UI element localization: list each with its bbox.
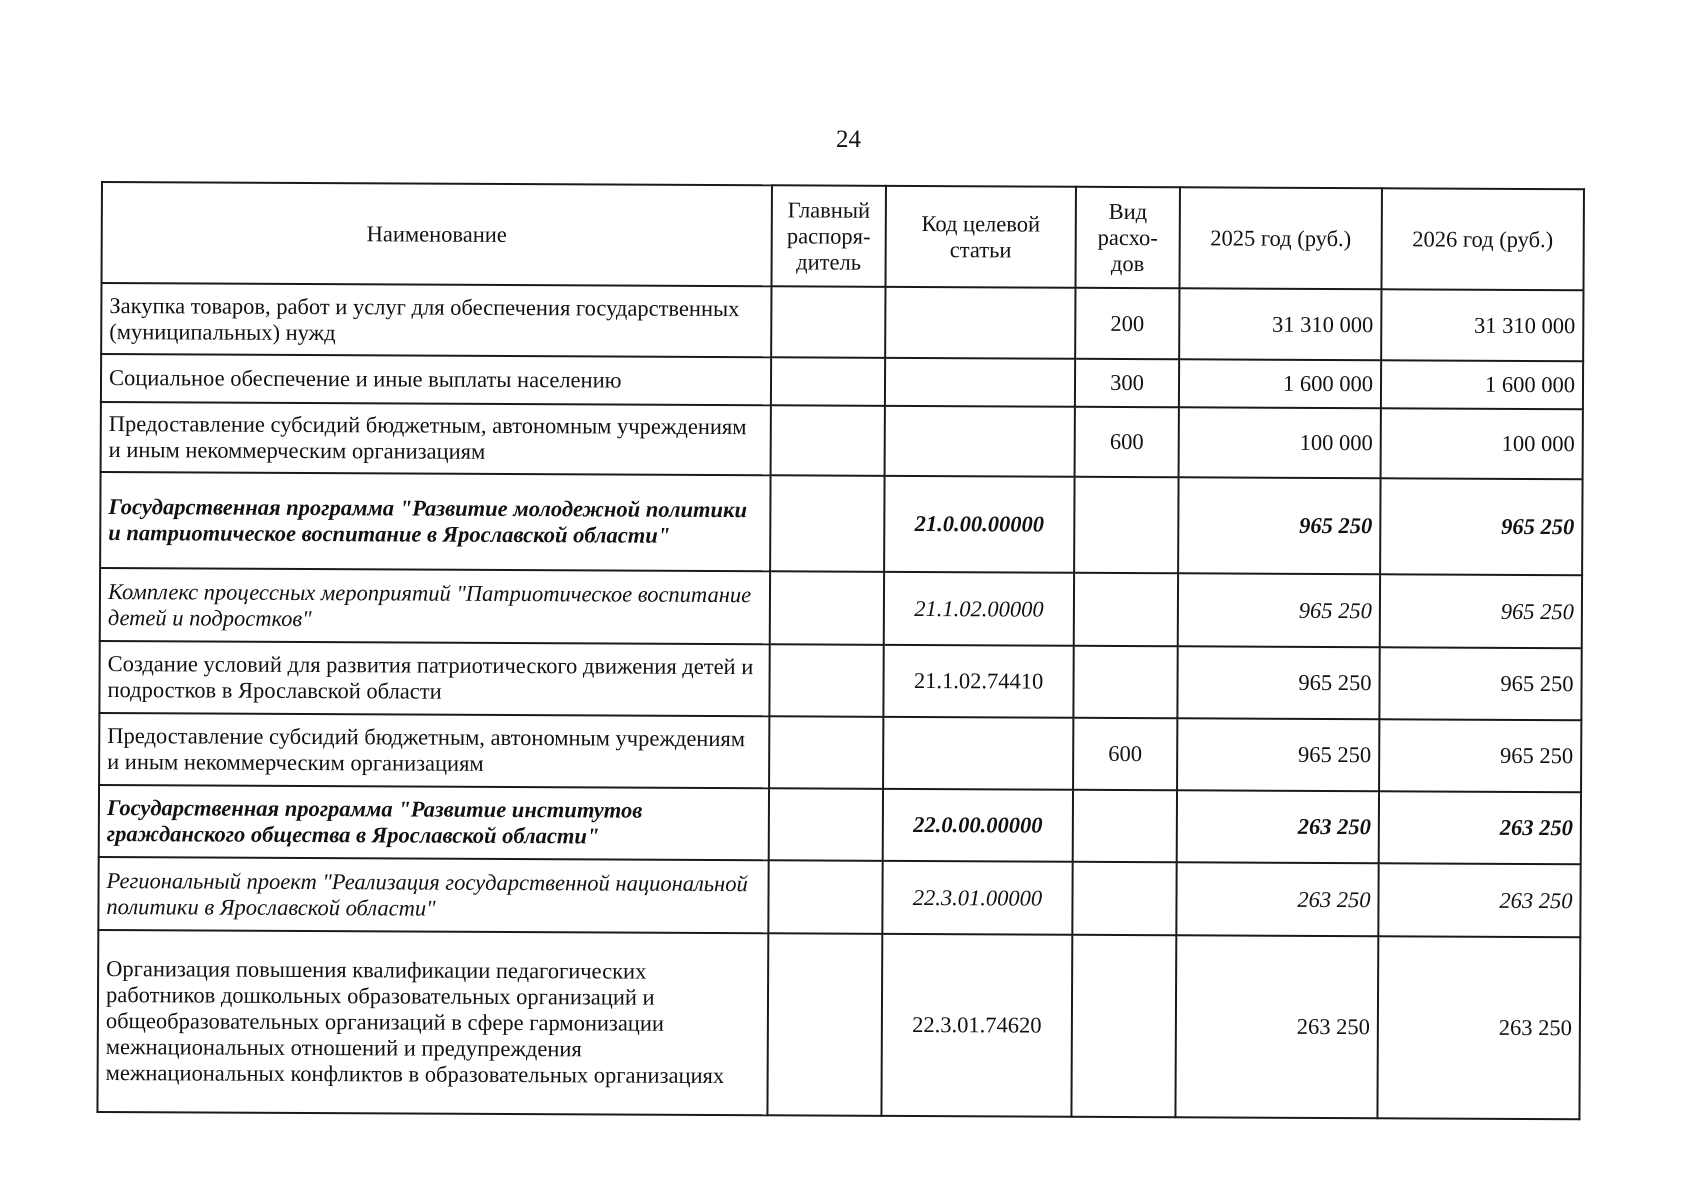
row-2026: 263 250 [1378, 863, 1580, 937]
header-2025: 2025 год (руб.) [1179, 187, 1381, 289]
header-manager: Главный распоря-дитель [771, 185, 885, 287]
row-2026: 1 600 000 [1381, 360, 1583, 409]
row-kind: 600 [1075, 407, 1179, 478]
row-kind: 600 [1073, 718, 1177, 791]
row-2026: 965 250 [1379, 647, 1581, 720]
row-2025: 263 250 [1175, 935, 1378, 1118]
row-manager [771, 405, 885, 476]
row-code [885, 358, 1075, 407]
page-number: 24 [836, 126, 861, 153]
row-2025: 31 310 000 [1179, 288, 1381, 360]
row-name: Предоставление субсидий бюджетным, автономным учреждениям и иным некоммерческим организациям [101, 402, 771, 475]
table-row [97, 930, 1580, 1119]
header-2026: 2026 год (руб.) [1381, 188, 1583, 290]
table-row [99, 785, 1581, 864]
row-2025: 965 250 [1178, 477, 1380, 574]
row-manager [770, 475, 884, 572]
row-2025: 965 250 [1178, 573, 1380, 647]
table-row [100, 472, 1582, 575]
row-code: 22.0.00.00000 [883, 789, 1073, 862]
row-code: 21.1.02.00000 [884, 572, 1074, 646]
row-2026: 100 000 [1381, 408, 1583, 479]
row-manager [768, 860, 882, 934]
row-2025: 100 000 [1179, 407, 1381, 478]
row-code [885, 406, 1075, 477]
row-code: 21.1.02.74410 [883, 645, 1073, 718]
row-name: Создание условий для развития патриотического движения детей и подростков в Ярославской области [99, 641, 769, 716]
row-kind [1073, 646, 1177, 719]
row-2026: 263 250 [1377, 936, 1580, 1119]
row-code [885, 287, 1075, 359]
budget-table [96, 181, 1585, 1120]
row-manager [769, 788, 883, 861]
row-2026: 31 310 000 [1381, 289, 1583, 361]
row-code: 22.3.01.74620 [881, 934, 1072, 1117]
table-row [98, 857, 1580, 937]
row-manager [770, 571, 884, 645]
row-kind [1073, 790, 1177, 863]
row-2025: 263 250 [1176, 862, 1378, 936]
row-code [883, 717, 1073, 790]
row-manager [771, 357, 885, 406]
row-2025: 965 250 [1177, 718, 1379, 791]
row-2026: 965 250 [1379, 719, 1581, 792]
row-kind [1074, 477, 1178, 574]
row-name: Социальное обеспечение и иные выплаты населению [101, 354, 771, 405]
row-name: Закупка товаров, работ и услуг для обеспечения государственных (муниципальных) нужд [101, 283, 771, 357]
table-row [99, 713, 1581, 792]
row-name: Комплекс процессных мероприятий "Патриотическое воспитание детей и подростков" [100, 568, 770, 644]
row-2025: 263 250 [1177, 790, 1379, 863]
header-kind: Вид расхо-дов [1075, 187, 1179, 289]
row-2026: 965 250 [1380, 478, 1582, 575]
row-manager [771, 286, 885, 358]
row-2025: 965 250 [1177, 646, 1379, 719]
row-code: 22.3.01.00000 [882, 861, 1072, 935]
row-manager [769, 644, 883, 717]
table-row [101, 283, 1583, 361]
row-kind [1074, 573, 1178, 647]
table-row [99, 641, 1581, 720]
row-code: 21.0.00.00000 [884, 476, 1074, 573]
table-row [101, 402, 1583, 479]
row-kind [1072, 862, 1176, 936]
row-name: Государственная программа "Развитие молодежной политики и патриотическое воспитание в Ярославской области" [100, 472, 770, 571]
row-kind: 300 [1075, 359, 1179, 408]
row-kind [1071, 935, 1176, 1118]
table-header-row [102, 182, 1584, 290]
row-name: Предоставление субсидий бюджетным, автономным учреждениям и иным некоммерческим организациям [99, 713, 769, 788]
table-row [101, 354, 1583, 409]
row-name: Организация повышения квалификации педагогических работников дошкольных образовательных организаций и общеобразовательных организаций в сфере гармонизации межнациональных отношений и предупреждения межнациональных конфликтов в образовательных организациях [97, 930, 768, 1115]
row-name: Региональный проект "Реализация государственной национальной политики в Ярославской области" [98, 857, 768, 933]
header-name: Наименование [102, 182, 772, 286]
row-2025: 1 600 000 [1179, 359, 1381, 408]
row-2026: 263 250 [1379, 791, 1581, 864]
row-manager [767, 933, 882, 1116]
header-code: Код целевой статьи [885, 186, 1075, 288]
row-name: Государственная программа "Развитие институтов гражданского общества в Ярославской области" [99, 785, 769, 860]
row-manager [769, 716, 883, 789]
table-row [100, 568, 1582, 648]
row-kind: 200 [1075, 288, 1179, 360]
row-2026: 965 250 [1380, 574, 1582, 648]
